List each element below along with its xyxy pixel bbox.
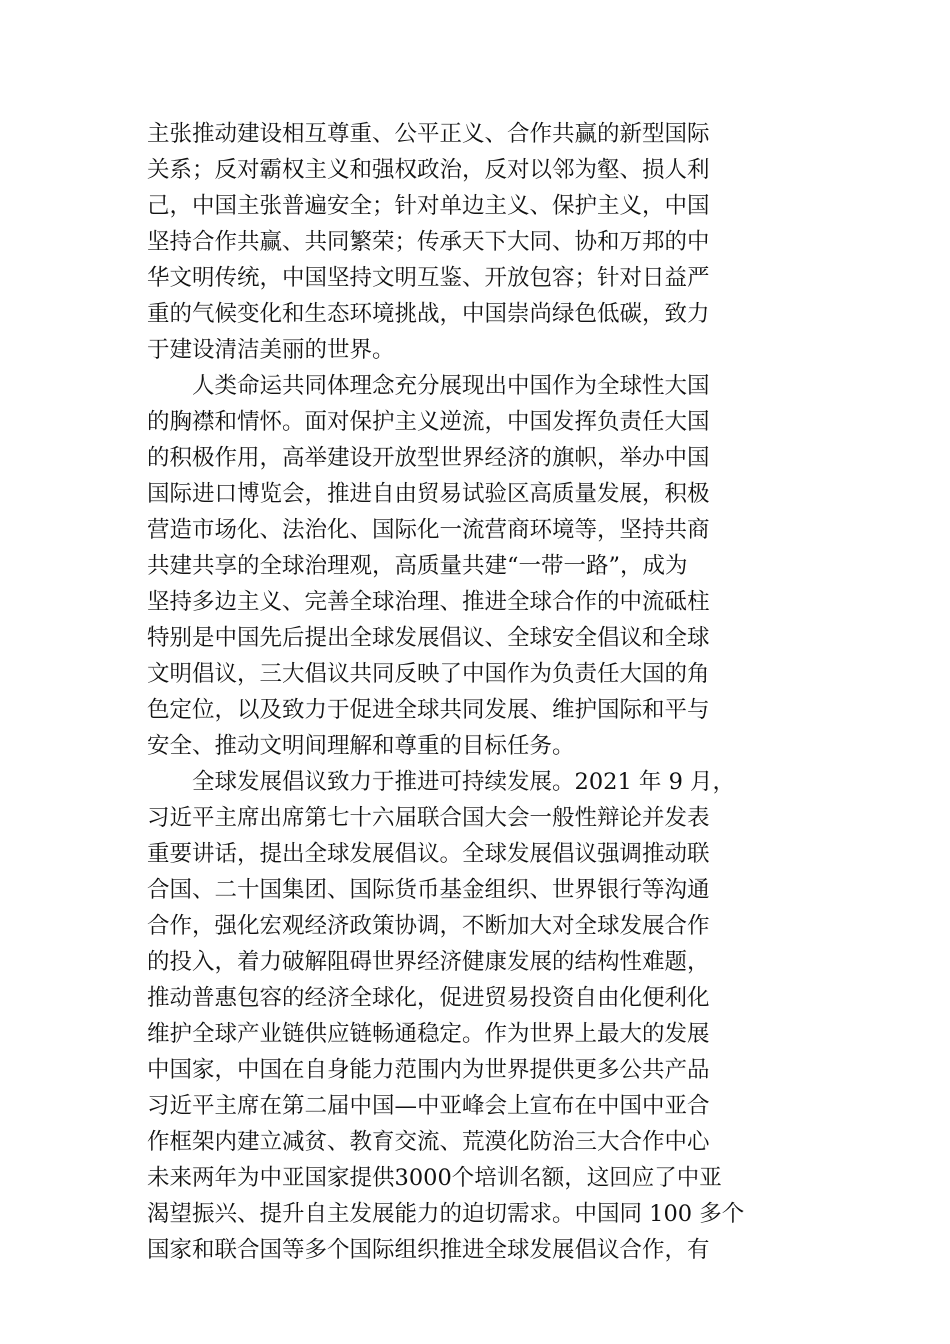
text-line: 国际进口博览会，推进自由贸易试验区高质量发展，积极	[147, 481, 710, 507]
text-line: 作框架内建立减贫、教育交流、荒漠化防治三大合作中心	[147, 1129, 710, 1155]
text-line: 于建设清洁美丽的世界。	[147, 337, 395, 363]
text-line: 的积极作用，高举建设开放型世界经济的旗帜，举办中国	[147, 445, 710, 471]
text-line: 的投入，着力破解阻碍世界经济健康发展的结构性难题，	[147, 949, 710, 975]
text-line: 习近平主席出席第七十六届联合国大会一般性辩论并发表	[147, 805, 710, 831]
text-line: 渴望振兴、提升自主发展能力的迫切需求。中国同 100 多个	[147, 1201, 745, 1227]
text-line: 坚持多边主义、完善全球治理、推进全球合作的中流砥柱	[147, 589, 710, 615]
text-line: 人类命运共同体理念充分展现出中国作为全球性大国	[147, 373, 710, 399]
text-line: 重的气候变化和生态环境挑战，中国崇尚绿色低碳，致力	[147, 301, 710, 327]
text-line: 合作，强化宏观经济政策协调，不断加大对全球发展合作	[147, 913, 710, 939]
text-line: 华文明传统，中国坚持文明互鉴、开放包容；针对日益严	[147, 265, 710, 291]
text-line: 全球发展倡议致力于推进可持续发展。2021 年 9 月，	[147, 769, 736, 795]
text-line: 关系；反对霸权主义和强权政治，反对以邻为壑、损人利	[147, 157, 710, 183]
text-line: 习近平主席在第二届中国—中亚峰会上宣布在中国中亚合	[147, 1093, 710, 1119]
text-line: 安全、推动文明间理解和尊重的目标任务。	[147, 733, 575, 759]
text-line: 特别是中国先后提出全球发展倡议、全球安全倡议和全球	[147, 625, 710, 651]
text-line: 合国、二十国集团、国际货币基金组织、世界银行等沟通	[147, 877, 710, 903]
text-line: 中国家，中国在自身能力范围内为世界提供更多公共产品	[147, 1057, 710, 1083]
text-line: 维护全球产业链供应链畅通稳定。作为世界上最大的发展	[147, 1021, 710, 1047]
text-line: 共建共享的全球治理观，高质量共建“一带一路”，成为	[147, 553, 688, 579]
text-line: 营造市场化、法治化、国际化一流营商环境等，坚持共商	[147, 517, 710, 543]
text-line: 推动普惠包容的经济全球化，促进贸易投资自由化便利化	[147, 985, 710, 1011]
body-text	[147, 116, 807, 1268]
text-line: 未来两年为中亚国家提供3000个培训名额，这回应了中亚	[147, 1165, 722, 1191]
text-line: 国家和联合国等多个国际组织推进全球发展倡议合作，有	[147, 1237, 710, 1263]
text-line: 的胸襟和情怀。面对保护主义逆流，中国发挥负责任大国	[147, 409, 710, 435]
text-line: 文明倡议，三大倡议共同反映了中国作为负责任大国的角	[147, 661, 710, 687]
text-line: 色定位，以及致力于促进全球共同发展、维护国际和平与	[147, 697, 710, 723]
text-line: 重要讲话，提出全球发展倡议。全球发展倡议强调推动联	[147, 841, 710, 867]
text-line: 主张推动建设相互尊重、公平正义、合作共赢的新型国际	[147, 121, 710, 147]
text-line: 己，中国主张普遍安全；针对单边主义、保护主义，中国	[147, 193, 710, 219]
text-line: 坚持合作共赢、共同繁荣；传承天下大同、协和万邦的中	[147, 229, 710, 255]
